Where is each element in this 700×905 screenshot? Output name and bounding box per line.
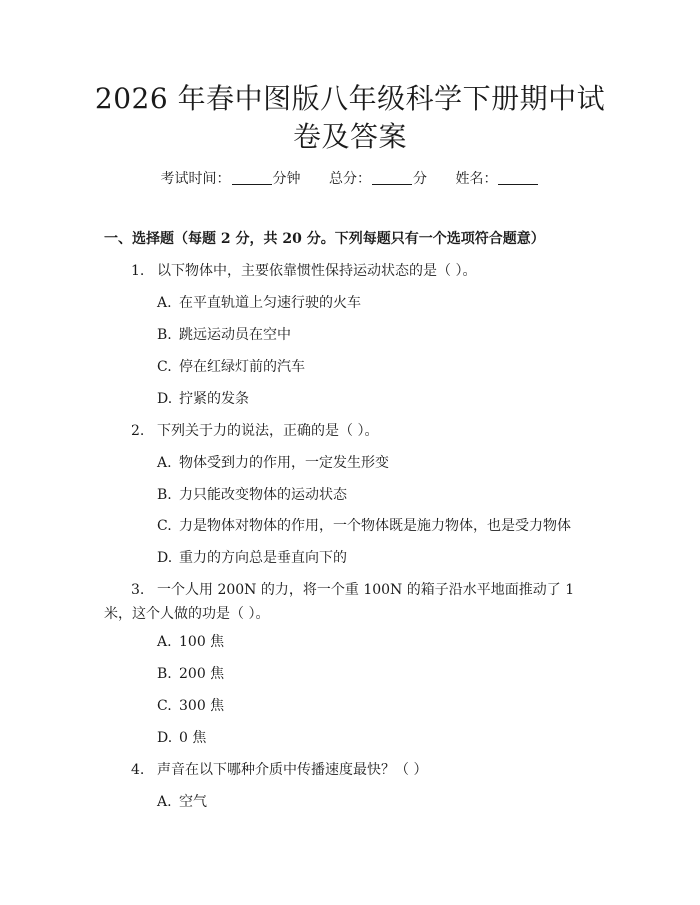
question-1-option-a [157, 293, 361, 313]
option-letter: C. [157, 698, 172, 714]
option-letter: B. [157, 327, 172, 343]
question-number: 1. [131, 263, 145, 279]
total-score-field [329, 169, 427, 189]
option-text: 物体受到力的作用，一定发生形变 [179, 455, 389, 471]
question-1-option-c [157, 357, 305, 377]
exam-time-blank [232, 170, 272, 185]
option-letter: B. [157, 487, 172, 503]
total-score-blank [372, 170, 412, 185]
question-number: 2. [131, 423, 145, 439]
section-header-choice: 一、选择题（每题 2 分，共 20 分。下列每题只有一个选项符合题意） [104, 231, 545, 247]
page-title: 2026 年春中图版八年级科学下册期中试卷及答案 [94, 82, 606, 153]
question-4-option-a [157, 792, 207, 812]
exam-time-label: 考试时间： [160, 171, 231, 187]
option-text: 拧紧的发条 [179, 391, 249, 407]
question-2-option-c [157, 516, 571, 536]
option-letter: B. [157, 666, 172, 682]
option-letter: A. [157, 634, 172, 650]
option-text: 200 焦 [179, 666, 225, 682]
option-text: 重力的方向总是垂直向下的 [179, 550, 347, 566]
question-2-option-b [157, 485, 347, 505]
option-letter: D. [157, 391, 173, 407]
option-letter: D. [157, 730, 173, 746]
option-letter: A. [157, 295, 172, 311]
exam-time-field [161, 169, 301, 189]
option-text: 跳远运动员在空中 [179, 327, 291, 343]
option-letter: C. [157, 359, 172, 375]
option-text: 力是物体对物体的作用，一个物体既是施力物体，也是受力物体 [179, 518, 571, 534]
name-blank [498, 170, 538, 185]
option-letter: D. [157, 550, 173, 566]
question-2-option-a [157, 453, 389, 473]
option-letter: C. [157, 518, 172, 534]
option-text: 力只能改变物体的运动状态 [179, 487, 347, 503]
option-text: 空气 [179, 794, 207, 810]
question-3-option-c [157, 696, 224, 716]
option-text: 停在红绿灯前的汽车 [179, 359, 305, 375]
option-text: 0 焦 [179, 730, 207, 746]
question-number: 4. [131, 762, 145, 778]
question-3-option-b [157, 664, 224, 684]
total-score-unit: 分 [413, 171, 427, 187]
question-3-option-a [157, 632, 224, 652]
question-3 [104, 578, 588, 626]
total-score-label: 总分： [329, 171, 371, 187]
question-text: 以下物体中，主要依靠惯性保持运动状态的是（ ）。 [157, 263, 477, 279]
option-letter: A. [157, 455, 172, 471]
exam-info-line [0, 169, 700, 189]
question-text: 一个人用 200N 的力，将一个重 100N 的箱子沿水平地面推动了 1 米，这个人做的功是（ ）。 [104, 582, 575, 622]
option-text: 在平直轨道上匀速行驶的火车 [179, 295, 361, 311]
question-number: 3. [131, 582, 145, 598]
question-text: 声音在以下哪种介质中传播速度最快？（ ） [157, 762, 428, 778]
question-4 [131, 760, 427, 780]
name-field [455, 169, 539, 189]
name-label: 姓名： [455, 171, 498, 187]
question-1 [131, 261, 476, 281]
question-3-option-d [157, 728, 206, 748]
exam-time-unit: 分钟 [272, 171, 301, 187]
question-1-option-b [157, 325, 291, 345]
option-letter: A. [157, 794, 172, 810]
option-text: 100 焦 [179, 634, 225, 650]
question-2 [131, 421, 378, 441]
question-text: 下列关于力的说法，正确的是（ ）。 [157, 423, 379, 439]
option-text: 300 焦 [179, 698, 225, 714]
question-2-option-d [157, 548, 347, 568]
question-1-option-d [157, 389, 249, 409]
